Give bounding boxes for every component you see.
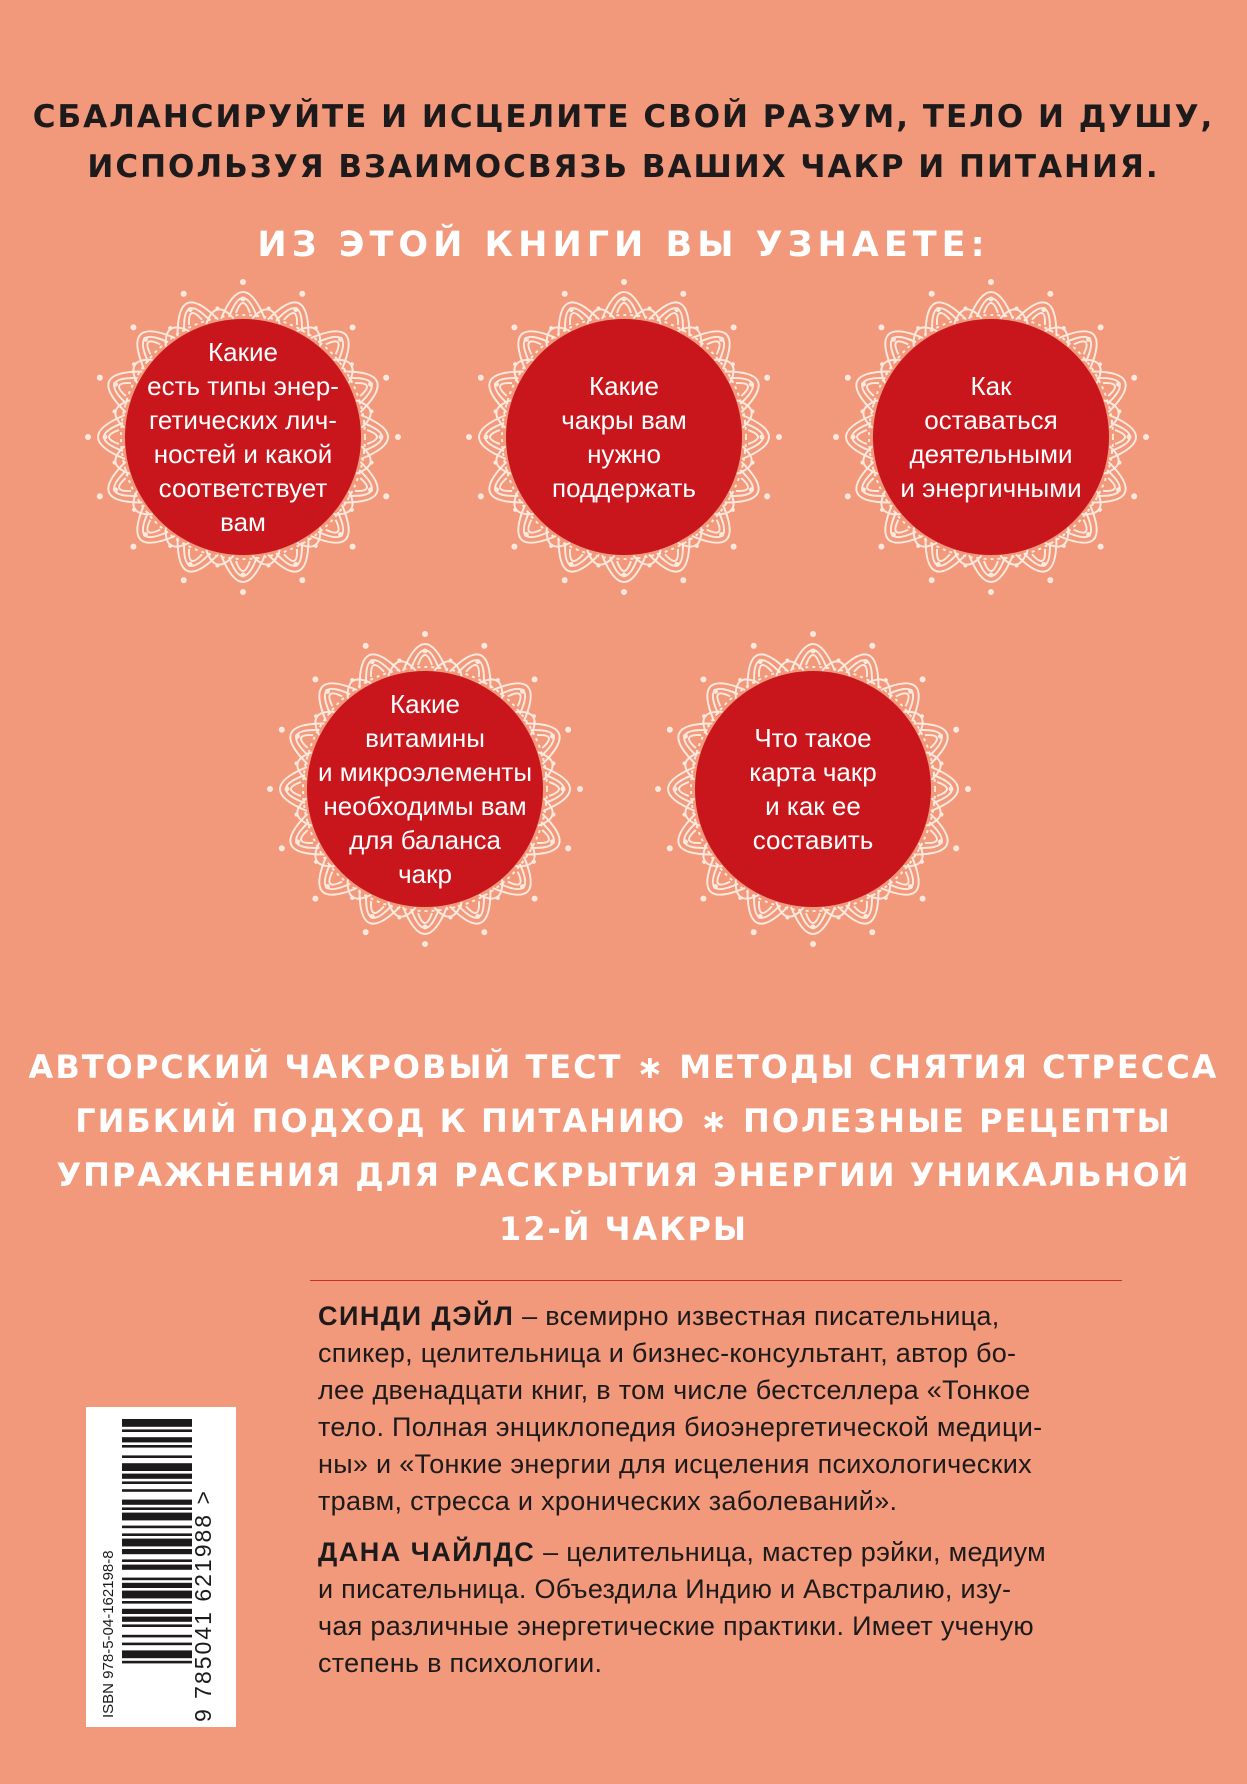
asterisk-separator: ∗ [700, 1102, 730, 1140]
author-bio [318, 1534, 1138, 1682]
flower-text: Какие чакры вам нужно поддержать [552, 371, 696, 503]
author-name: ДАНА ЧАЙЛДС [318, 1537, 536, 1567]
flower-text: Как оставаться деятельными и энергичными [900, 371, 1082, 503]
author-name: СИНДИ ДЭЙЛ [318, 1301, 515, 1331]
flower-text: Что такое карта чакр и как ее составить [749, 723, 877, 855]
isbn-label: ISBN 978-5-04-162198-8 [100, 1550, 117, 1718]
features-line-2: ГИБКИЙ ПОДХОД К ПИТАНИЮ ∗ ПОЛЕЗНЫЕ РЕЦЕПТЫ [75, 1102, 1172, 1140]
author-bio [318, 1298, 1138, 1520]
flower-badge-chakra-map [648, 624, 978, 954]
flower-badge-chakras-support [459, 272, 789, 602]
flower-badge-stay-energetic [826, 272, 1156, 602]
divider-rule [310, 1280, 1122, 1281]
features-list [0, 1040, 1247, 1256]
authors-section [318, 1298, 1138, 1696]
features-line-1: АВТОРСКИЙ ЧАКРОВЫЙ ТЕСТ ∗ МЕТОДЫ СНЯТИЯ СТРЕССА [28, 1048, 1219, 1086]
learn-heading: ИЗ ЭТОЙ КНИГИ ВЫ УЗНАЕТЕ: [257, 225, 990, 265]
barcode-digits: 9 785041 621988 > [190, 1489, 216, 1722]
flower-text: Какие витамины и микроэлементы необходимы вам для баланса чакр [317, 689, 533, 889]
author-description: – всемирно известная писательница, спикер, целительница и бизнес-консультант, автор бо- лее двенадцати книг, в том числе бестселлера «Тонкое тело. Полная энциклопедия биоэнергетической медици- ны» и «Тонкие энергии для исцеления психологических травм, стресса и хронических заболеваний». [318, 1301, 1043, 1516]
features-line-3: УПРАЖНЕНИЯ ДЛЯ РАСКРЫТИЯ ЭНЕРГИИ УНИКАЛЬНОЙ [56, 1156, 1191, 1194]
flower-badge-personality-types [78, 272, 408, 602]
features-line-4: 12-Й ЧАКРЫ [498, 1210, 749, 1248]
lead-line-2: ИСПОЛЬЗУЯ ВЗАИМОСВЯЗЬ ВАШИХ ЧАКР И ПИТАНИЯ. [87, 149, 1160, 185]
lead-line-1: СБАЛАНСИРУЙТЕ И ИСЦЕЛИТЕ СВОЙ РАЗУМ, ТЕЛО И ДУШУ, [32, 99, 1215, 135]
asterisk-separator: ∗ [636, 1048, 666, 1086]
author-description: – целительница, мастер рэйки, медиум и писательница. Объездила Индию и Австралию, изу- чая различные энергетические практики. Имеет ученую степень в психологии. [318, 1537, 1047, 1678]
flower-badge-vitamins [260, 624, 590, 954]
flower-text: Какие есть типы энер- гетических лич- ностей и какой соответствует вам [147, 337, 339, 537]
lead-text [0, 92, 1247, 192]
